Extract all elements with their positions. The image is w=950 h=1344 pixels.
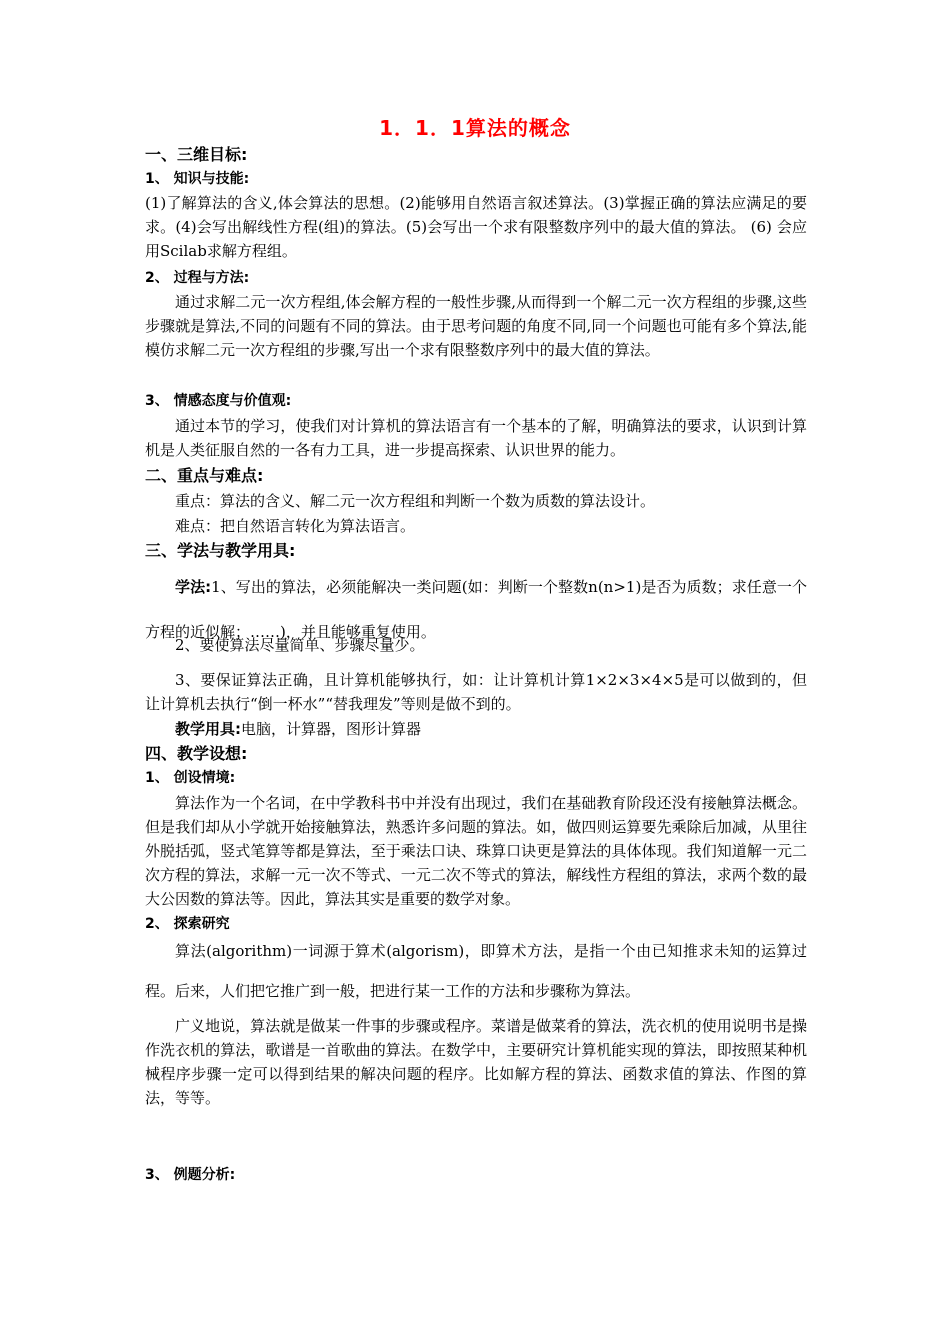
section-objectives-heading: 一、三维目标: xyxy=(145,145,248,164)
emotion-attitude-heading: 3、 情感态度与价值观: xyxy=(145,393,292,409)
document-title: 1．1．1算法的概念 xyxy=(379,116,571,140)
explore-research-heading: 2、 探索研究 xyxy=(145,916,230,932)
key-point-text: 重点：算法的含义、解二元一次方程组和判断一个数为质数的算法设计。 xyxy=(175,492,656,510)
tools-label: 教学用具: xyxy=(175,720,241,738)
method-item-2: 2、要使算法尽量简单、步骤尽量少。 xyxy=(175,636,425,654)
method-label: 学法: xyxy=(175,578,212,596)
method-item-3: 3、要保证算法正确，且计算机能够执行，如：让计算机计算1×2×3×4×5是可以做到的，但让计算机去执行“倒一杯水”“替我理发”等则是做不到的。 xyxy=(145,671,807,713)
process-method-text: 通过求解二元一次方程组,体会解方程的一般性步骤,从而得到一个解二元一次方程组的步骤,这些步骤就是算法,不同的问题有不同的算法。由于思考问题的角度不同,同一个问题也可能有多个算法,能模仿求解二元一次方程组的步骤,写出一个求有限整数序列中的最大值的算法。 xyxy=(145,293,807,359)
create-situation-text: 算法作为一个名词，在中学教科书中并没有出现过，我们在基础教育阶段还没有接触算法概念。但是我们却从小学就开始接触算法，熟悉许多问题的算法。如，做四则运算要先乘除后加减，从里往外脱括弧，竖式笔算等都是算法，至于乘法口诀、珠算口诀更是算法的具体体现。我们知道解一元二次方程的算法，求解一元一次不等式、一元二次不等式的算法，解线性方程组的算法，求两个数的最大公因数的算法等。因此，算法其实是重要的数学对象。 xyxy=(145,794,807,908)
difficult-point-text: 难点：把自然语言转化为算法语言。 xyxy=(175,517,416,535)
process-method-heading: 2、 过程与方法: xyxy=(145,270,250,286)
example-analysis-heading: 3、 例题分析: xyxy=(145,1167,236,1183)
knowledge-skills-heading: 1、 知识与技能: xyxy=(145,171,250,187)
teaching-tools xyxy=(145,717,807,741)
explore-research-text-2: 广义地说，算法就是做某一件事的步骤或程序。菜谱是做菜肴的算法，洗衣机的使用说明书是操作洗衣机的算法，歌谱是一首歌曲的算法。在数学中，主要研究计算机能实现的算法，即按照某种机械程序步骤一定可以得到结果的解决问题的程序。比如解方程的算法、函数求值的算法、作图的算法，等等。 xyxy=(145,1017,807,1107)
explore-research-text-1: 算法(algorithm)一词源于算术(algorism)，即算术方法，是指一个由已知推求未知的运算过程。后来，人们把它推广到一般，把进行某一工作的方法和步骤称为算法。 xyxy=(145,942,807,1000)
method-item-1-text: 1、写出的算法，必须能解决一类问题(如：判断一个整数n(n>1)是否为质数；求任意一个方程的近似解；……)，并且能够重复使用。 xyxy=(145,578,807,641)
section-teaching-design-heading: 四、教学设想: xyxy=(145,744,248,763)
create-situation-heading: 1、 创设情境: xyxy=(145,770,236,786)
knowledge-skills-text: (1)了解算法的含义,体会算法的思想。(2)能够用自然语言叙述算法。(3)掌握正确的算法应满足的要求。(4)会写出解线性方程(组)的算法。(5)会写出一个求有限整数序列中的最大值的算法。 (6) 会应用Scilab求解方程组。 xyxy=(145,194,807,260)
section-key-difficult-heading: 二、重点与难点: xyxy=(145,466,264,485)
section-method-tools-heading: 三、学法与教学用具: xyxy=(145,541,296,560)
emotion-attitude-text: 通过本节的学习，使我们对计算机的算法语言有一个基本的了解，明确算法的要求，认识到计算机是人类征服自然的一各有力工具，进一步提高探索、认识世界的能力。 xyxy=(145,417,807,459)
tools-text: 电脑，计算器，图形计算器 xyxy=(241,720,422,738)
